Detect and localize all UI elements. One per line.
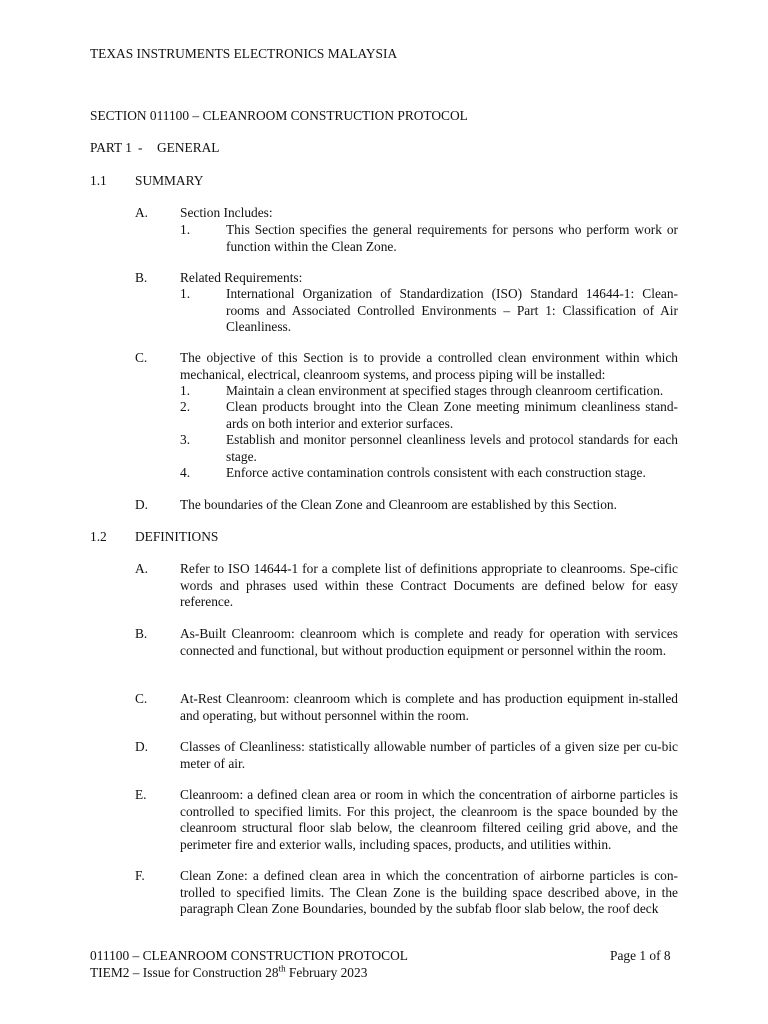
subparagraph-text: Maintain a clean environment at specified stages through cleanroom certification. <box>226 383 664 398</box>
article-number-1-2: 1.2 <box>90 529 107 544</box>
subparagraph-number: 3. <box>180 432 191 447</box>
subparagraph-text: Establish and monitor personnel cleanliness levels and protocol standards for each stage. <box>226 432 678 464</box>
definition-letter: C. <box>135 691 148 706</box>
footer-issue-line <box>90 965 367 982</box>
definition-letter: F. <box>135 868 145 883</box>
definition-text: As-Built Cleanroom: cleanroom which is complete and ready for operation with services connected and functional, but without production equipment or personnel within the room. <box>180 626 678 658</box>
part-title: GENERAL <box>157 140 220 155</box>
footer-issue-suffix: February 2023 <box>285 965 368 980</box>
subparagraph-text: Clean products brought into the Clean Zone meeting minimum cleanliness stand-ards on both interior and exterior surfaces. <box>226 399 678 431</box>
paragraph-letter: B. <box>135 270 148 285</box>
definition-text: Cleanroom: a defined clean area or room in which the concentration of airborne particles is controlled to specified limits. For this project, the cleanroom is the space bounded by the cleanroom structural floor slab below, the cleanroom filtered ceiling grid above, and the perimeter fire and exterior walls, including spaces, products, and utilities within. <box>180 787 678 852</box>
part-separator: - <box>138 140 143 155</box>
subparagraph-text: Enforce active contamination controls consistent with each construction stage. <box>226 465 646 480</box>
definition-letter: B. <box>135 626 148 641</box>
definition-text: Refer to ISO 14644-1 for a complete list of definitions appropriate to cleanrooms. Spe-cific words and phrases used within these Contract Documents are defined below for easy reference. <box>180 561 678 610</box>
definition-text: Clean Zone: a defined clean area in which the concentration of airborne particles is con-trolled to specified limits. The Clean Zone is the building space described above, in the paragraph Clean Zone Boundaries, bounded by the subfab floor slab below, the roof deck <box>180 868 678 917</box>
section-title: SECTION 011100 – CLEANROOM CONSTRUCTION PROTOCOL <box>90 108 468 123</box>
article-number-1-1: 1.1 <box>90 173 107 188</box>
subparagraph-number: 1. <box>180 222 191 237</box>
footer-issue-prefix: TIEM2 – Issue for Construction 28 <box>90 965 279 980</box>
subparagraph-number: 1. <box>180 383 191 398</box>
definition-letter: D. <box>135 739 149 754</box>
part-label: PART 1 <box>90 140 132 155</box>
definition-text: At-Rest Cleanroom: cleanroom which is complete and has production equipment in-stalled and operating, but without personnel within the room. <box>180 691 678 723</box>
definition-letter: E. <box>135 787 147 802</box>
paragraph-letter: A. <box>135 205 149 220</box>
article-title-definitions: DEFINITIONS <box>135 529 219 544</box>
paragraph-letter: C. <box>135 350 148 365</box>
subparagraph-text: This Section specifies the general requirements for persons who perform work or function within the Clean Zone. <box>226 222 678 254</box>
paragraph-text: Related Requirements: <box>180 270 303 285</box>
paragraph-text: The boundaries of the Clean Zone and Cleanroom are established by this Section. <box>180 497 617 512</box>
subparagraph-number: 1. <box>180 286 191 301</box>
definition-text: Classes of Cleanliness: statistically allowable number of particles of a given size per cu-bic meter of air. <box>180 739 678 771</box>
paragraph-text: Section Includes: <box>180 205 273 220</box>
footer-issue-superscript: th <box>278 963 286 974</box>
paragraph-text: The objective of this Section is to provide a controlled clean environment within which mechanical, electrical, cleanroom systems, and process piping will be installed: <box>180 350 678 382</box>
definition-letter: A. <box>135 561 149 576</box>
footer-page-number: Page 1 of 8 <box>610 948 671 963</box>
subparagraph-text: International Organization of Standardization (ISO) Standard 14644-1: Clean-rooms and Associated Controlled Environments – Part 1: Classification of Air Cleanliness. <box>226 286 678 335</box>
paragraph-letter: D. <box>135 497 149 512</box>
article-title-summary: SUMMARY <box>135 173 204 188</box>
company-header: TEXAS INSTRUMENTS ELECTRONICS MALAYSIA <box>90 46 398 61</box>
footer-section-title: 011100 – CLEANROOM CONSTRUCTION PROTOCOL <box>90 948 408 963</box>
subparagraph-number: 2. <box>180 399 191 414</box>
subparagraph-number: 4. <box>180 465 191 480</box>
